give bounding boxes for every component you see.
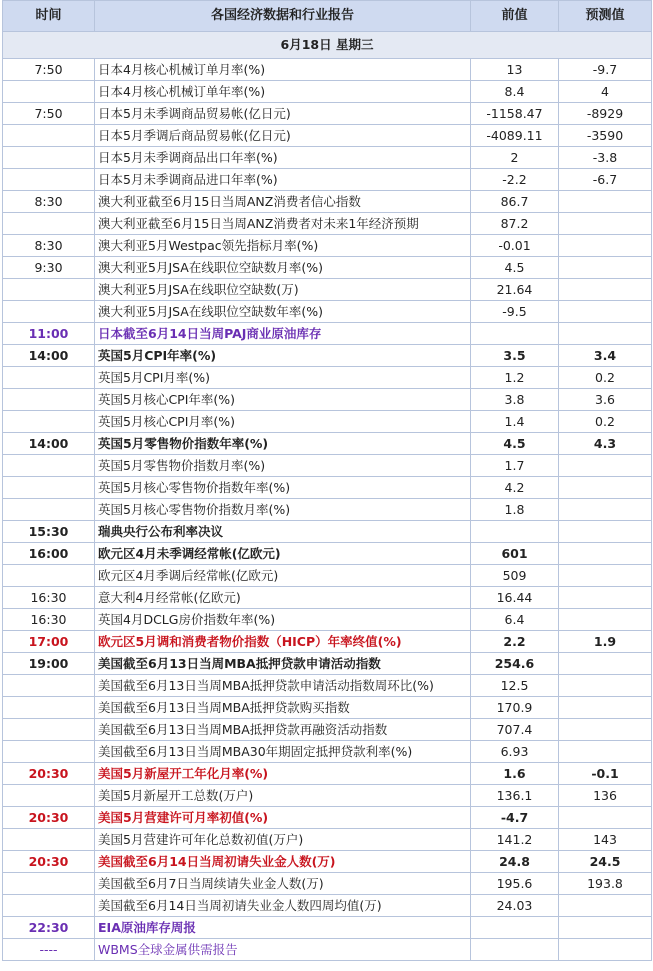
table-row <box>3 169 652 191</box>
table-header-row <box>3 1 652 32</box>
row-previous-value: 4.2 <box>471 477 559 499</box>
row-previous-value <box>471 323 559 345</box>
row-indicator-name: WBMS全球金属供需报告 <box>95 939 471 961</box>
row-time: 7:50 <box>3 59 95 81</box>
row-indicator-name: 英国4月DCLG房价指数年率(%) <box>95 609 471 631</box>
row-previous-value: 601 <box>471 543 559 565</box>
row-time <box>3 169 95 191</box>
table-row <box>3 873 652 895</box>
row-time <box>3 301 95 323</box>
row-indicator-name: 日本5月未季调商品出口年率(%) <box>95 147 471 169</box>
row-previous-value: 24.8 <box>471 851 559 873</box>
row-indicator-name: 美国截至6月13日当周MBA抵押贷款再融资活动指数 <box>95 719 471 741</box>
table-row <box>3 829 652 851</box>
table-row <box>3 323 652 345</box>
row-indicator-name: 美国5月新屋开工总数(万户) <box>95 785 471 807</box>
table-row <box>3 279 652 301</box>
row-forecast-value <box>559 565 652 587</box>
row-indicator-name: 美国截至6月7日当周续请失业金人数(万) <box>95 873 471 895</box>
row-time <box>3 367 95 389</box>
row-previous-value: 141.2 <box>471 829 559 851</box>
row-previous-value: 86.7 <box>471 191 559 213</box>
row-time <box>3 741 95 763</box>
table-row <box>3 59 652 81</box>
row-forecast-value <box>559 301 652 323</box>
row-previous-value: 2 <box>471 147 559 169</box>
row-time <box>3 477 95 499</box>
row-previous-value: 87.2 <box>471 213 559 235</box>
row-forecast-value <box>559 939 652 961</box>
row-time <box>3 785 95 807</box>
row-time <box>3 719 95 741</box>
row-forecast-value: -8929 <box>559 103 652 125</box>
row-time <box>3 697 95 719</box>
row-indicator-name: 澳大利亚5月Westpac领先指标月率(%) <box>95 235 471 257</box>
table-row <box>3 367 652 389</box>
row-time: 8:30 <box>3 235 95 257</box>
table-row <box>3 653 652 675</box>
row-time: 9:30 <box>3 257 95 279</box>
row-previous-value: 509 <box>471 565 559 587</box>
table-row <box>3 565 652 587</box>
row-previous-value <box>471 939 559 961</box>
row-forecast-value: -6.7 <box>559 169 652 191</box>
row-forecast-value <box>559 719 652 741</box>
row-previous-value: -2.2 <box>471 169 559 191</box>
table-row <box>3 499 652 521</box>
table-row <box>3 147 652 169</box>
row-time <box>3 565 95 587</box>
row-previous-value: 1.4 <box>471 411 559 433</box>
row-forecast-value: -0.1 <box>559 763 652 785</box>
row-indicator-name: 美国截至6月13日当周MBA30年期固定抵押贷款利率(%) <box>95 741 471 763</box>
row-time <box>3 829 95 851</box>
row-indicator-name: 澳大利亚5月JSA在线职位空缺数月率(%) <box>95 257 471 279</box>
row-forecast-value <box>559 609 652 631</box>
row-previous-value: 1.8 <box>471 499 559 521</box>
row-forecast-value: -3590 <box>559 125 652 147</box>
row-previous-value: -1158.47 <box>471 103 559 125</box>
row-indicator-name: 日本5月未季调商品贸易帐(亿日元) <box>95 103 471 125</box>
row-time: 20:30 <box>3 763 95 785</box>
row-indicator-name: 日本截至6月14日当周PAJ商业原油库存 <box>95 323 471 345</box>
row-forecast-value <box>559 807 652 829</box>
row-previous-value: 13 <box>471 59 559 81</box>
row-previous-value: 16.44 <box>471 587 559 609</box>
row-indicator-name: 美国5月营建许可年化总数初值(万户) <box>95 829 471 851</box>
row-time: 20:30 <box>3 807 95 829</box>
row-time: 17:00 <box>3 631 95 653</box>
table-row <box>3 719 652 741</box>
table-row <box>3 301 652 323</box>
row-previous-value: 195.6 <box>471 873 559 895</box>
row-indicator-name: 欧元区4月未季调经常帐(亿欧元) <box>95 543 471 565</box>
row-time: 7:50 <box>3 103 95 125</box>
row-forecast-value: -3.8 <box>559 147 652 169</box>
row-forecast-value <box>559 455 652 477</box>
row-previous-value: 12.5 <box>471 675 559 697</box>
row-time: 14:00 <box>3 433 95 455</box>
row-time <box>3 125 95 147</box>
table-row <box>3 235 652 257</box>
row-indicator-name: 美国截至6月14日当周初请失业金人数四周均值(万) <box>95 895 471 917</box>
date-label: 6月18日 星期三 <box>3 32 652 59</box>
row-indicator-name: 英国5月核心CPI年率(%) <box>95 389 471 411</box>
header-title: 各国经济数据和行业报告 <box>95 1 471 32</box>
table-row <box>3 103 652 125</box>
row-indicator-name: 美国5月新屋开工年化月率(%) <box>95 763 471 785</box>
row-indicator-name: 英国5月零售物价指数月率(%) <box>95 455 471 477</box>
table-row <box>3 455 652 477</box>
row-previous-value: -4089.11 <box>471 125 559 147</box>
row-indicator-name: 英国5月CPI年率(%) <box>95 345 471 367</box>
row-indicator-name: 美国截至6月13日当周MBA抵押贷款购买指数 <box>95 697 471 719</box>
row-time <box>3 147 95 169</box>
row-indicator-name: 美国截至6月13日当周MBA抵押贷款申请活动指数周环比(%) <box>95 675 471 697</box>
table-row <box>3 543 652 565</box>
row-forecast-value: 4.3 <box>559 433 652 455</box>
row-forecast-value <box>559 653 652 675</box>
row-previous-value: 254.6 <box>471 653 559 675</box>
row-previous-value: -9.5 <box>471 301 559 323</box>
row-previous-value: 170.9 <box>471 697 559 719</box>
row-indicator-name: 澳大利亚截至6月15日当周ANZ消费者对未来1年经济预期 <box>95 213 471 235</box>
row-previous-value: 24.03 <box>471 895 559 917</box>
row-forecast-value <box>559 191 652 213</box>
row-forecast-value <box>559 499 652 521</box>
table-row <box>3 939 652 961</box>
row-forecast-value <box>559 477 652 499</box>
row-forecast-value: 0.2 <box>559 411 652 433</box>
table-row <box>3 191 652 213</box>
row-previous-value: 4.5 <box>471 433 559 455</box>
row-time <box>3 895 95 917</box>
row-previous-value: 21.64 <box>471 279 559 301</box>
date-row <box>3 32 652 59</box>
table-row <box>3 917 652 939</box>
table-row <box>3 257 652 279</box>
row-forecast-value <box>559 521 652 543</box>
row-indicator-name: 澳大利亚截至6月15日当周ANZ消费者信心指数 <box>95 191 471 213</box>
row-previous-value: 2.2 <box>471 631 559 653</box>
row-forecast-value <box>559 213 652 235</box>
row-previous-value: 136.1 <box>471 785 559 807</box>
row-forecast-value: 0.2 <box>559 367 652 389</box>
header-previous: 前值 <box>471 1 559 32</box>
row-time: 19:00 <box>3 653 95 675</box>
table-row <box>3 697 652 719</box>
row-forecast-value: 193.8 <box>559 873 652 895</box>
row-forecast-value <box>559 917 652 939</box>
row-forecast-value <box>559 543 652 565</box>
row-previous-value: 6.4 <box>471 609 559 631</box>
row-indicator-name: 澳大利亚5月JSA在线职位空缺数年率(%) <box>95 301 471 323</box>
row-previous-value: 1.2 <box>471 367 559 389</box>
table-row <box>3 81 652 103</box>
table-row <box>3 587 652 609</box>
row-previous-value: 6.93 <box>471 741 559 763</box>
row-indicator-name: EIA原油库存周报 <box>95 917 471 939</box>
row-forecast-value: 4 <box>559 81 652 103</box>
row-previous-value: 8.4 <box>471 81 559 103</box>
row-forecast-value <box>559 675 652 697</box>
row-time <box>3 81 95 103</box>
row-forecast-value: 143 <box>559 829 652 851</box>
row-time: 16:00 <box>3 543 95 565</box>
table-row <box>3 411 652 433</box>
row-indicator-name: 英国5月核心零售物价指数月率(%) <box>95 499 471 521</box>
row-indicator-name: 英国5月核心零售物价指数年率(%) <box>95 477 471 499</box>
row-forecast-value <box>559 895 652 917</box>
row-indicator-name: 澳大利亚5月JSA在线职位空缺数(万) <box>95 279 471 301</box>
row-time: 8:30 <box>3 191 95 213</box>
row-indicator-name: 英国5月CPI月率(%) <box>95 367 471 389</box>
row-time: 11:00 <box>3 323 95 345</box>
row-forecast-value <box>559 587 652 609</box>
table-row <box>3 675 652 697</box>
row-time <box>3 213 95 235</box>
table-row <box>3 807 652 829</box>
row-indicator-name: 日本4月核心机械订单年率(%) <box>95 81 471 103</box>
row-time: 22:30 <box>3 917 95 939</box>
row-forecast-value: 3.4 <box>559 345 652 367</box>
row-forecast-value: 1.9 <box>559 631 652 653</box>
row-time <box>3 455 95 477</box>
row-forecast-value: 3.6 <box>559 389 652 411</box>
row-indicator-name: 英国5月零售物价指数年率(%) <box>95 433 471 455</box>
row-previous-value <box>471 917 559 939</box>
row-time <box>3 675 95 697</box>
row-time <box>3 499 95 521</box>
row-time <box>3 411 95 433</box>
table-row <box>3 521 652 543</box>
row-previous-value: 4.5 <box>471 257 559 279</box>
row-time: 14:00 <box>3 345 95 367</box>
table-row <box>3 785 652 807</box>
row-forecast-value: -9.7 <box>559 59 652 81</box>
row-previous-value <box>471 521 559 543</box>
row-indicator-name: 日本4月核心机械订单月率(%) <box>95 59 471 81</box>
row-time: 15:30 <box>3 521 95 543</box>
row-forecast-value <box>559 697 652 719</box>
row-forecast-value: 136 <box>559 785 652 807</box>
table-row <box>3 631 652 653</box>
row-indicator-name: 欧元区5月调和消费者物价指数（HICP）年率终值(%) <box>95 631 471 653</box>
row-forecast-value <box>559 741 652 763</box>
table-row <box>3 433 652 455</box>
row-time: 16:30 <box>3 587 95 609</box>
row-indicator-name: 美国5月营建许可月率初值(%) <box>95 807 471 829</box>
row-forecast-value <box>559 279 652 301</box>
table-row <box>3 125 652 147</box>
row-time <box>3 279 95 301</box>
header-time: 时间 <box>3 1 95 32</box>
table-row <box>3 763 652 785</box>
row-previous-value: 3.8 <box>471 389 559 411</box>
row-indicator-name: 欧元区4月季调后经常帐(亿欧元) <box>95 565 471 587</box>
row-indicator-name: 英国5月核心CPI月率(%) <box>95 411 471 433</box>
header-forecast: 预测值 <box>559 1 652 32</box>
row-indicator-name: 日本5月未季调商品进口年率(%) <box>95 169 471 191</box>
row-previous-value: 3.5 <box>471 345 559 367</box>
table-row <box>3 213 652 235</box>
row-indicator-name: 美国截至6月13日当周MBA抵押贷款申请活动指数 <box>95 653 471 675</box>
row-time <box>3 389 95 411</box>
row-previous-value: -0.01 <box>471 235 559 257</box>
row-indicator-name: 美国截至6月14日当周初请失业金人数(万) <box>95 851 471 873</box>
table-row <box>3 477 652 499</box>
row-forecast-value: 24.5 <box>559 851 652 873</box>
row-indicator-name: 瑞典央行公布利率决议 <box>95 521 471 543</box>
row-time: 16:30 <box>3 609 95 631</box>
row-previous-value: 1.7 <box>471 455 559 477</box>
row-previous-value: -4.7 <box>471 807 559 829</box>
table-row <box>3 895 652 917</box>
row-indicator-name: 意大利4月经常帐(亿欧元) <box>95 587 471 609</box>
table-row <box>3 741 652 763</box>
row-forecast-value <box>559 235 652 257</box>
table-row <box>3 609 652 631</box>
row-previous-value: 1.6 <box>471 763 559 785</box>
table-row <box>3 345 652 367</box>
row-time: ---- <box>3 939 95 961</box>
row-time <box>3 873 95 895</box>
economic-calendar-table <box>2 0 652 961</box>
row-indicator-name: 日本5月季调后商品贸易帐(亿日元) <box>95 125 471 147</box>
row-forecast-value <box>559 323 652 345</box>
row-previous-value: 707.4 <box>471 719 559 741</box>
row-time: 20:30 <box>3 851 95 873</box>
table-row <box>3 851 652 873</box>
table-row <box>3 389 652 411</box>
row-forecast-value <box>559 257 652 279</box>
